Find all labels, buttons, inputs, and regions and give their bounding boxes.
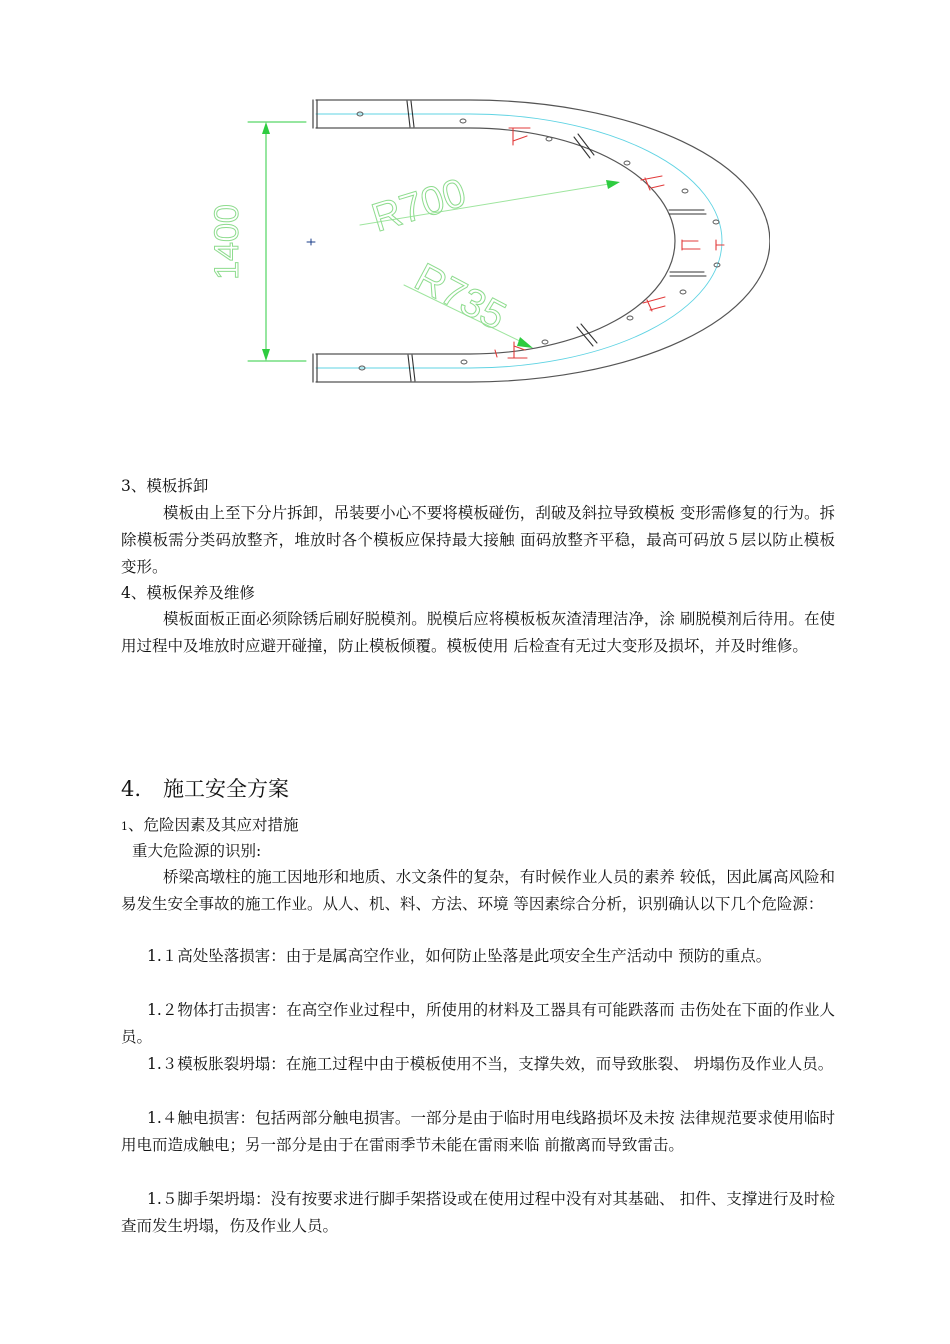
bolt-holes [357, 112, 720, 370]
hazard-intro-paragraph: 桥梁高墩柱的施工因地形和地质、水文条件的复杂，有时候作业人员的素养 较低，因此属高风险和易发生安全事故的施工作业。从人、机、料、方法、环境 等因素综合分析，识别确认以下几个危险源： [121, 868, 835, 913]
segment-joints [407, 101, 706, 381]
formwork-drawing [190, 85, 770, 405]
chapter-title: 施工安全方案 [163, 777, 289, 801]
section-3-paragraph: 模板由上至下分片拆卸，吊装要小心不要将模板碰伤，刮破及斜拉导致模板 变形需修复的行为。拆除模板需分类码放整齐，堆放时各个模板应保持最大接触 面码放整齐平稳，最高可码放５层以防止模板变形。 [121, 504, 835, 576]
section-4-heading: 4、模板保养及维修 [121, 584, 255, 602]
subsection-title: 、危险因素及其应对措施 [128, 816, 299, 834]
hazard-item: 1.３模板胀裂坍塌：在施工过程中由于模板使用不当，支撑失效，而导致胀裂、 坍塌伤及作业人员。 [147, 1055, 834, 1073]
outer-radius-label: R700 [366, 170, 472, 241]
hazard-item: 1.２物体打击损害：在高空作业过程中，所使用的材料及工器具有可能跌落而 击伤处在下面的作业人员。 [121, 1001, 835, 1046]
formwork-outer-edge [316, 100, 770, 382]
section-3-heading: 3、模板拆卸 [121, 477, 209, 495]
chapter-heading [121, 773, 289, 803]
hazard-item: 1.１高处坠落损害：由于是属高空作业，如何防止坠落是此项安全生产活动中 预防的重点。 [147, 947, 772, 965]
chapter-number: 4. [121, 777, 142, 801]
formwork-centre-line [316, 114, 722, 368]
hazard-intro-label: 重大危险源的识别: [132, 842, 262, 860]
subsection-heading [121, 812, 299, 840]
hazard-item: 1.５脚手架坍塌：没有按要求进行脚手架搭设或在使用过程中没有对其基础、 扣件、支撑进行及时检查而发生坍塌，伤及作业人员。 [121, 1190, 835, 1235]
dimension-line [248, 122, 306, 361]
section-4-paragraph: 模板面板正面必须除锈后刷好脱模剂。脱模后应将模板板灰渣清理洁净，涂 刷脱模剂后待用。在使用过程中及堆放时应避开碰撞，防止模板倾覆。模板使用 后检查有无过大变形及损坏，并及时维修。 [121, 610, 835, 655]
subsection-number: 1 [121, 820, 128, 833]
hazard-item: 1.４触电损害：包括两部分触电损害。一部分是由于临时用电线路损坏及未按 法律规范要求使用临时用电而造成触电；另一部分是由于在雷雨季节未能在雷雨来临 前撤离而导致雷击。 [121, 1109, 835, 1154]
inner-radius-label: R735 [407, 255, 513, 339]
dimension-label: 1400 [208, 204, 246, 280]
